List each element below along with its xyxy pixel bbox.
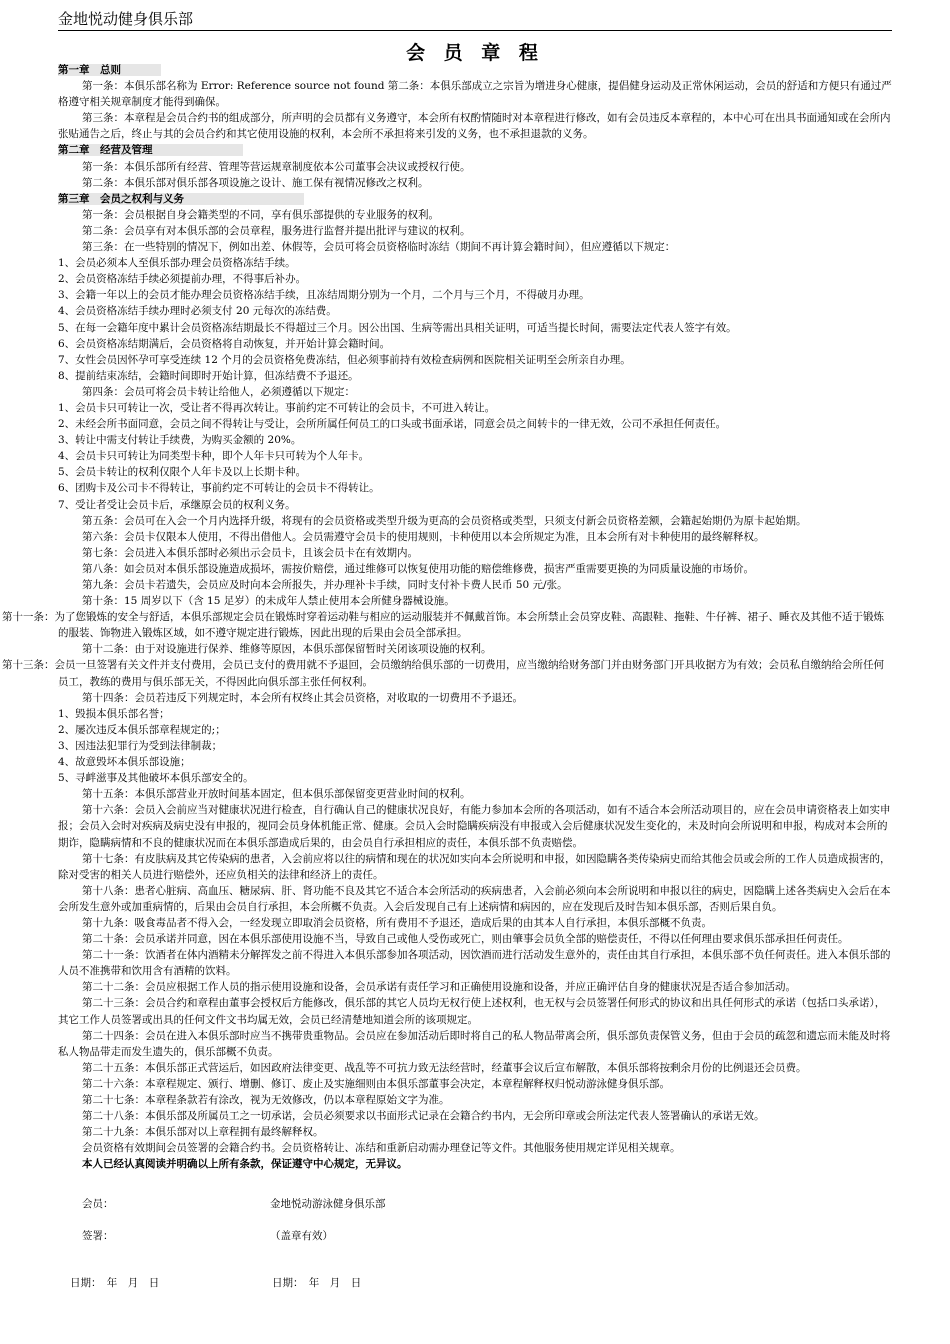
list-item: 4、会员资格冻结手续办理时必须支付 20 元每次的冻结费。 [58,305,337,318]
chapter-2-title: 第二章 经营及管理 [58,144,243,156]
paragraph: 第二十六条：本章程规定、颁行、增删、修订、废止及实施细则由本俱乐部董事会决定，本章程解释权归悦动游泳健身俱乐部。 [82,1077,670,1090]
paragraph: 第十九条：吸食毒品者不得入会，一经发现立即取消会员资格，所有费用不予退还，造成后果的由其本人自行承担，本俱乐部概不负责。 [82,916,712,929]
date-left: 日期： 年 月 日 [70,1277,160,1289]
paragraph: 会员资格有效期间会员签署的会籍合约书。会员资格转让、冻结和重新启动需办理登记等文件。其他服务使用规定详见相关规章。 [82,1142,681,1155]
seal-note: （盖章有效） [270,1230,333,1242]
chapter-heading [58,142,894,158]
paragraph: 第三条：本章程是会员合约书的组成部分，所声明的会员都有义务遵守，本会所有权酌情随时对本章程进行修改，如有会员违反本章程的，本中心可在出具书面通知或在会所内张贴通告之后，终止与其的会员合约和其它使用设施的权利，本会所不承担将来引发的义务，也不承担退款的义务。 [58,112,891,141]
paragraph: 第二十四条：会员在进入本俱乐部时应当不携带贵重物品。会员应在参加活动后即时将自己的私人物品带离会所，俱乐部负责保管义务，但由于会员的疏忽和遗忘而未能及时将私人物品带走而发生遗失的，俱乐部概不负责。 [58,1029,891,1058]
paragraph: 第二条：本俱乐部对俱乐部各项设施之设计、施工保有视情况修改之权利。 [82,176,429,189]
list-item: 5、在每一会籍年度中累计会员资格冻结期最长不得超过三个月。因公出国、生病等需出具相关证明，可适当提长时间，需要法定代表人签字有效。 [58,321,737,334]
paragraph: 第二条：会员享有对本俱乐部的会员章程，服务进行监督并提出批评与建议的权利。 [82,224,471,237]
date-right: 日期： 年 月 日 [272,1277,362,1289]
paragraph: 第十八条：患者心脏病、高血压、糖尿病、肝、肾功能不良及其它不适合本会所活动的疾病患者，入会前必须向本会所说明和申报以往的病史，因隐瞒上述各类病史入会后在本会所发生意外或加重病情的，后果由会员自行承担，本会所概不负责。入会后发现自己有上述病情和病因的，应在发现后及时告知本俱乐部，否则后果自负。 [58,884,891,913]
paragraph: 第十三条：会员一旦签署有关文件并支付费用，会员已支付的费用就不予退回，会员缴纳给俱乐部的一切费用，应当缴纳给财务部门并由财务部门开具收据方为有效；会员私自缴纳给会所任何员工，教练的费用与俱乐部无关，不得因此向俱乐部主张任何权利。 [2,659,884,688]
list-item: 2、会员资格冻结手续必须提前办理，不得事后补办。 [58,273,307,286]
paragraph: 第一条：本俱乐部名称为 Error: Reference source not found 第二条：本俱乐部成立之宗旨为增进身心健康，提倡健身运动及正常休闲运动，会员的舒适和方便只有通过严格遵守相关规章制度才能得到确保。 [58,80,892,109]
list-item: 7、受让者受让会员卡后，承继原会员的权利义务。 [58,498,296,511]
paragraph: 第二十三条：会员合约和章程由董事会授权后方能修改，俱乐部的其它人员均无权行使上述权利，也无权与会员签署任何形式的协议和出具任何形式的承诺（包括口头承诺），其它工作人员签署或出具的任何文件文书均属无效，会员已经清楚地知道会所的该项规定。 [58,997,886,1026]
paragraph: 第十六条：会员入会前应当对健康状况进行检查，自行确认自己的健康状况良好，有能力参加本会所的各项活动，如有不适合本会所活动项目的，应在会员申请资格表上如实申报；会员入会时对疾病及病史没有申报的，视同会员身体机能正常、健康。会员入会时隐瞒疾病没有申报或入会后健康状况发生变化的，未及时向会所说明和申报，构成对本会所的期诈，隐瞒病情和不良的健康状况而在本俱乐部造成后果的，由会员自行承担相应的责任，本俱乐部不负责赔偿。 [58,804,891,849]
confirmation-statement: 本人已经认真阅读并明确以上所有条款，保证遵守中心规定，无异议。 [82,1158,408,1171]
paragraph: 第十二条：由于对设施进行保养、维修等原因，本俱乐部保留暂时关闭该项设施的权利。 [82,643,492,656]
paragraph: 第九条：会员卡若遗失，会员应及时向本会所报失，并办理补卡手续，同时支付补卡费人民币 50 元/张。 [82,579,568,591]
list-item: 3、因违法犯罪行为受到法律制裁； [58,739,223,752]
chapter-heading [58,191,894,207]
paragraph: 第二十七条：本章程条款若有涂改，视为无效修改，仍以本章程原始文字为准。 [82,1094,450,1106]
list-item: 1、毁损本俱乐部名誉； [58,707,170,720]
list-item: 6、会员资格冻结期满后，会员资格将自动恢复，并开始计算会籍时间。 [58,337,391,350]
page-header [58,8,892,31]
paragraph: 第十一条：为了您锻炼的安全与舒适，本俱乐部规定会员在锻炼时穿着运动鞋与相应的运动服装并不佩戴首饰。本会所禁止会员穿皮鞋、高跟鞋、拖鞋、牛仔裤、裙子、睡衣及其他不适于锻炼的服装、饰物进入锻炼区域，如不遵守规定进行锻炼，因此出现的后果由会员全部承担。 [2,611,884,640]
paragraph: 第五条：会员可在入会一个月内选择升级，将现有的会员资格或类型升级为更高的会员资格或类型，只须支付新会员资格差额，会籍起始期仍为原卡起始期。 [82,514,807,527]
member-label: 会员： [82,1198,114,1210]
paragraph: 第四条：会员可将会员卡转让给他人，必须遵循以下规定： [82,385,355,398]
club-name: 金地悦动游泳健身俱乐部 [270,1198,386,1210]
chapter-1-title: 第一章 总则 [58,64,161,76]
paragraph: 第一条：本俱乐部所有经营、管理等营运规章制度依本公司董事会决议或授权行使。 [82,160,471,173]
list-item: 8、提前结束冻结，会籍时间即时开始计算，但冻结费不予退还。 [58,369,359,382]
paragraph: 第三条：在一些特别的情况下，例如出差、休假等，会员可将会员资格临时冻结（期间不再计算会籍时间），但应遵循以下规定： [82,241,676,254]
paragraph: 第十七条：有皮肤病及其它传染病的患者，入会前应将以往的病情和现在的状况如实向本会所说明和申报，如因隐瞒各类传染病史而给其他会员或会所的工作人员造成损害的，除对受害的相关人员进行赔偿外，还应负相关的法律和经济上的责任。 [58,852,891,881]
list-item: 5、寻衅滋事及其他破坏本俱乐部安全的。 [58,772,254,785]
list-item: 4、故意毁坏本俱乐部设施； [58,756,191,769]
document-body [2,62,894,1172]
list-item: 3、转让中需支付转让手续费，为购买金额的 20%。 [58,434,302,447]
list-item: 2、屡次违反本俱乐部章程规定的;； [58,723,226,736]
paragraph: 第二十五条：本俱乐部正式营运后，如因政府法律变更、战乱等不可抗力致无法经营时，经董事会议后宣布解散，本俱乐部将按剩余月份的比例退还会员费。 [82,1061,807,1074]
paragraph: 第二十九条：本俱乐部对以上章程拥有最终解释权。 [82,1126,324,1139]
chapter-3-title: 第三章 会员之权利与义务 [58,193,304,205]
list-item: 5、会员卡转让的权利仅限个人年卡及以上长期卡种。 [58,466,307,479]
list-item: 4、会员卡只可转让为同类型卡种，即个人年卡只可转为个人年卡。 [58,450,370,463]
document-title: 会 员 章 程 [406,42,544,64]
paragraph: 第十四条：会员若违反下列规定时，本会所有权终止其会员资格，对收取的一切费用不予退还。 [82,691,523,704]
paragraph: 第二十八条：本俱乐部及所属员工之一切承诺，会员必须要求以书面形式记录在会籍合约书内，无会所印章或会所法定代表人签署确认的承诺无效。 [82,1110,765,1123]
paragraph: 第一条：会员根据自身会籍类型的不同，享有俱乐部提供的专业服务的权利。 [82,208,439,221]
chapter-heading [58,62,894,78]
paragraph: 第十条：15 周岁以下（含 15 足岁）的未成年人禁止使用本会所健身器械设施。 [82,595,455,608]
sign-label: 签署： [82,1230,114,1242]
list-item: 2、未经会所书面同意，会员之间不得转让与受让，会所所属任何员工的口头或书面承诺，同意会员之间转卡的一律无效，公司不承担任何责任。 [58,418,727,431]
paragraph: 第十五条：本俱乐部营业开放时间基本固定，但本俱乐部保留变更营业时间的权利。 [82,788,471,801]
paragraph: 第二十二条：会员应根据工作人员的指示使用设施和设备，会员承诺有责任学习和正确使用设施和设备，并应正确评估自身的健康状况是否适合参加活动。 [82,981,796,994]
paragraph: 第二十条：会员承诺并同意，因在本俱乐部使用设施不当，导致自己或他人受伤或死亡，则由肇事会员负全部的赔偿责任，不得以任何理由要求俱乐部承担任何责任。 [82,933,849,946]
paragraph: 第七条：会员进入本俱乐部时必须出示会员卡，且该会员卡在有效期内。 [82,546,418,559]
paragraph: 第六条：会员卡仅限本人使用，不得出借他人。会员需遵守会员卡的使用规则，卡种使用以本会所规定为准，且本会所有对卡种使用的最终解释权。 [82,530,765,543]
paragraph: 第二十一条：饮酒者在体内酒精未分解挥发之前不得进入本俱乐部参加各项活动，因饮酒而进行活动发生意外的，责任由其自行承担，本俱乐部不负任何责任。进入本俱乐部的人员不准携带和饮用含有酒精的饮料。 [58,949,891,978]
list-item: 1、会员卡只可转让一次，受让者不得再次转让。事前约定不可转让的会员卡，不可进入转让。 [58,401,496,414]
header-club-name: 金地悦动健身俱乐部 [58,10,194,28]
list-item: 7、女性会员因怀孕可享受连续 12 个月的会员资格免费冻结，但必须事前持有效检查病例和医院相关证明至会所亲自办理。 [58,353,631,366]
paragraph: 第八条：如会员对本俱乐部设施造成损坏，需按价赔偿，通过维修可以恢复使用功能的赔偿维修费，损害严重需要更换的为同质量设施的市场价。 [82,562,754,575]
list-item: 3、会籍一年以上的会员才能办理会员资格冻结手续，且冻结周期分别为一个月，二个月与三个月，不得破月办理。 [58,289,590,302]
list-item: 6、团购卡及公司卡不得转让，事前约定不可转让的会员卡不得转让。 [58,482,380,495]
list-item: 1、会员必须本人至俱乐部办理会员资格冻结手续。 [58,257,296,270]
